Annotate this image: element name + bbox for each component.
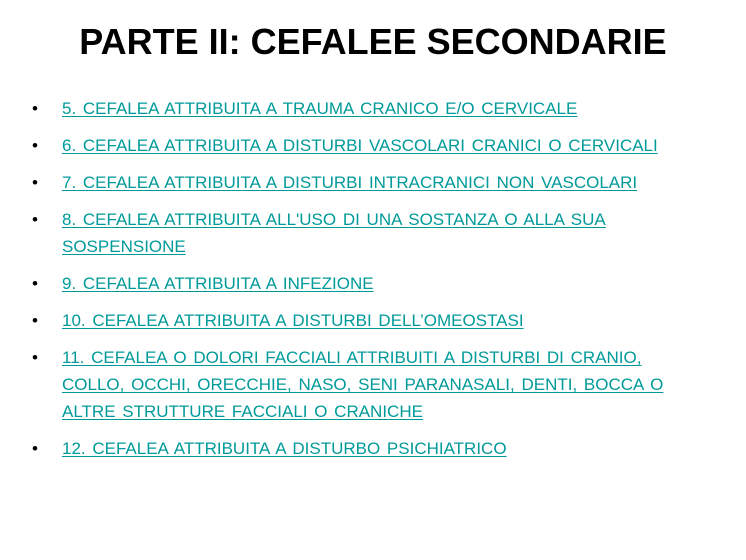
page-title: PARTE II: CEFALEE SECONDARIE: [79, 21, 667, 62]
list-item: [0, 206, 702, 260]
link-item-12[interactable]: 12. CEFALEA ATTRIBUITA A DISTURBO PSICHIATRICO: [62, 439, 507, 458]
bullet-icon: •: [32, 439, 38, 458]
bullet-icon: •: [32, 210, 38, 229]
link-item-9[interactable]: 9. CEFALEA ATTRIBUITA A INFEZIONE: [62, 274, 374, 293]
list-item: [0, 344, 702, 425]
list-item: [0, 132, 702, 159]
link-item-6[interactable]: 6. CEFALEA ATTRIBUITA A DISTURBI VASCOLARI CRANICI O CERVICALI: [62, 136, 658, 155]
list-item: [0, 307, 702, 334]
link-list: [0, 95, 746, 472]
list-item: [0, 435, 702, 462]
bullet-icon: •: [32, 311, 38, 330]
list-item: [0, 270, 702, 297]
link-item-10[interactable]: 10. CEFALEA ATTRIBUITA A DISTURBI DELL’OMEOSTASI: [62, 311, 524, 330]
link-item-7[interactable]: 7. CEFALEA ATTRIBUITA A DISTURBI INTRACRANICI NON VASCOLARI: [62, 173, 638, 192]
bullet-icon: •: [32, 348, 38, 367]
link-item-5[interactable]: 5. CEFALEA ATTRIBUITA A TRAUMA CRANICO E/O CERVICALE: [62, 99, 578, 118]
link-item-8[interactable]: 8. CEFALEA ATTRIBUITA ALL'USO DI UNA SOSTANZA O ALLA SUA SOSPENSIONE: [62, 210, 606, 256]
bullet-icon: •: [32, 274, 38, 293]
bullet-icon: •: [32, 136, 38, 155]
list-item: [0, 95, 702, 122]
bullet-icon: •: [32, 99, 38, 118]
bullet-icon: •: [32, 173, 38, 192]
link-item-11[interactable]: 11. CEFALEA O DOLORI FACCIALI ATTRIBUITI A DISTURBI DI CRANIO, COLLO, OCCHI, ORECCHIE, NASO, SENI PARANASALI, DENTI, BOCCA O ALTRE STRUTTURE FACCIALI O CRANICHE: [62, 348, 664, 421]
list-item: [0, 169, 702, 196]
